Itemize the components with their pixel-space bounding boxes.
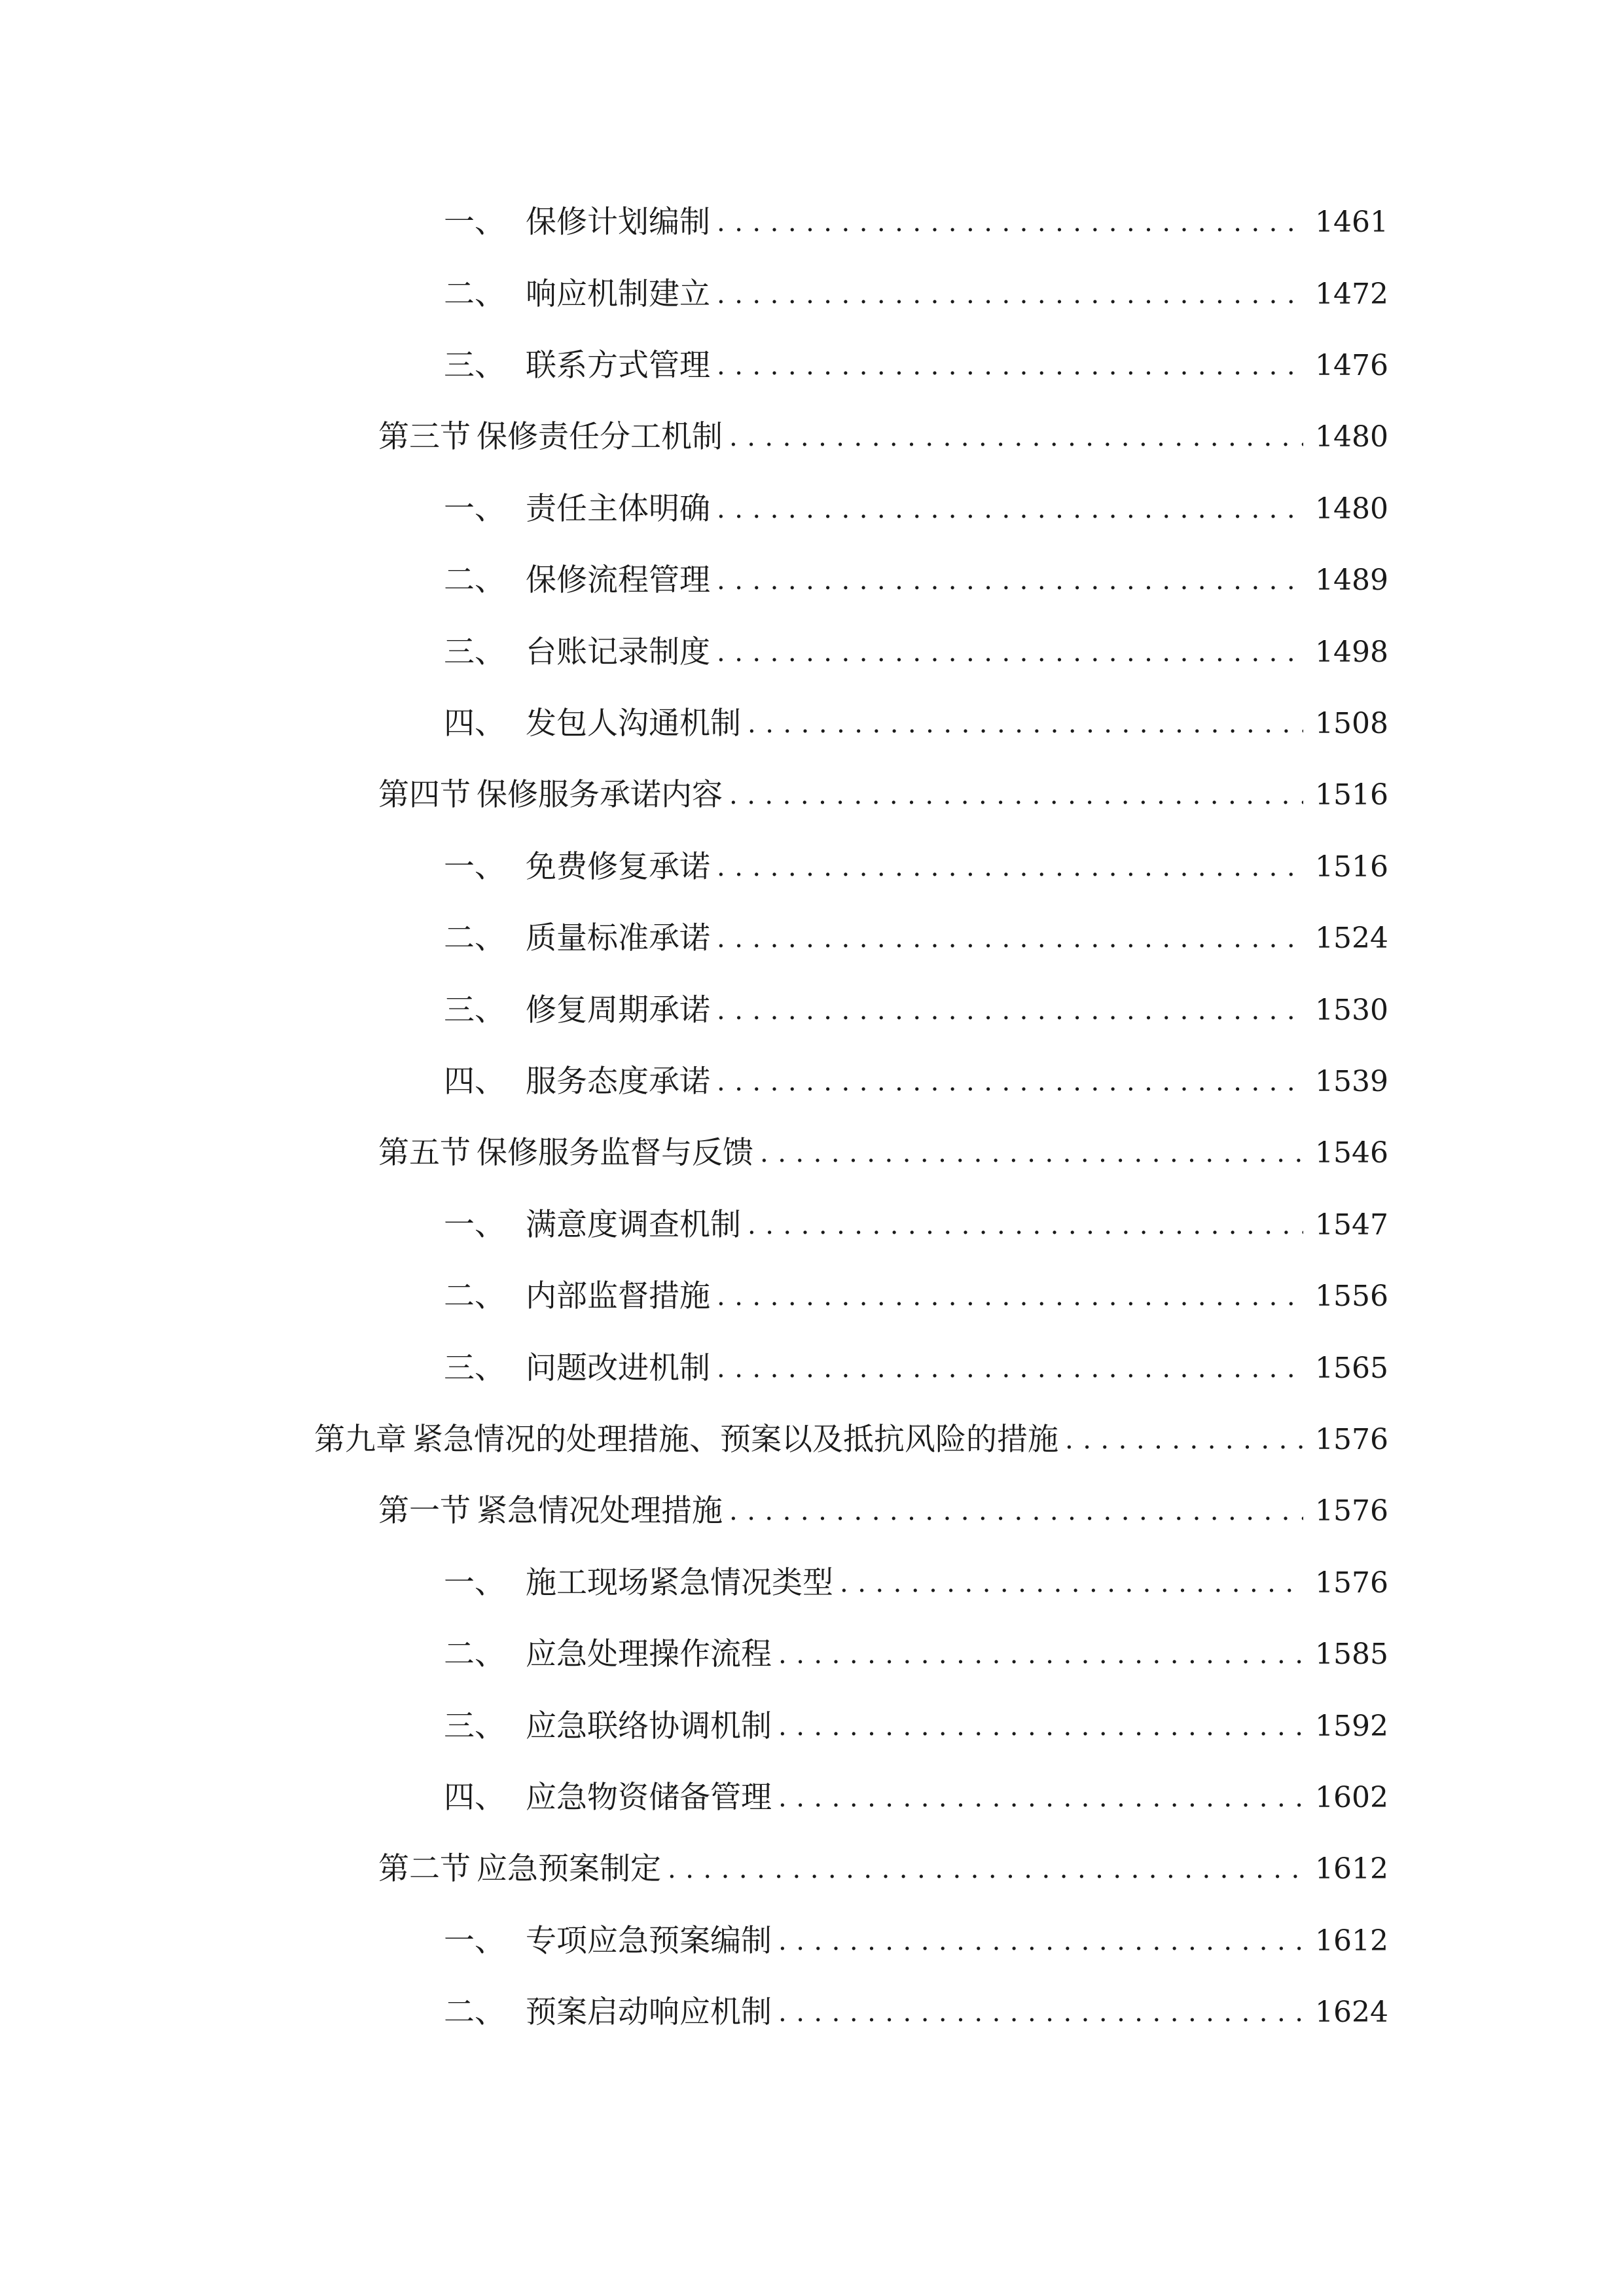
toc-entry[interactable] — [0, 190, 1624, 242]
toc-label — [378, 776, 723, 815]
toc-label — [378, 1134, 753, 1173]
toc-entry[interactable] — [0, 978, 1624, 1030]
toc-entry-number: 三、 — [444, 634, 505, 670]
toc-page-number: 1556 — [1315, 1280, 1388, 1313]
toc-entry-title: 问题改进机制 — [526, 1350, 710, 1386]
toc-label — [444, 991, 710, 1030]
toc-entry[interactable] — [0, 476, 1624, 529]
dot-leader — [717, 636, 1303, 670]
toc-entry-number: 一、 — [444, 1207, 505, 1243]
toc-label — [444, 848, 710, 887]
toc-label — [444, 1349, 710, 1388]
dot-leader — [717, 850, 1303, 884]
dot-leader — [778, 1781, 1303, 1815]
toc-entry-number: 四、 — [444, 1064, 505, 1100]
toc-chapter-number: 第九章 — [314, 1422, 406, 1458]
dot-leader — [760, 1136, 1303, 1170]
toc-entry[interactable] — [0, 1622, 1624, 1674]
toc-entry-number: 三、 — [444, 1350, 505, 1386]
toc-entry-number: 三、 — [444, 992, 505, 1028]
toc-entry-title: 服务态度承诺 — [526, 1064, 710, 1100]
toc-entry-title: 联系方式管理 — [526, 348, 710, 384]
toc-page-number: 1539 — [1315, 1065, 1388, 1098]
toc-page-number: 1480 — [1315, 420, 1388, 454]
toc-label — [444, 490, 710, 529]
toc-entry[interactable] — [0, 1551, 1624, 1603]
toc-page-number: 1612 — [1315, 1852, 1388, 1886]
toc-entry-title: 应急联络协调机制 — [526, 1708, 772, 1744]
dot-leader — [778, 1996, 1303, 2030]
toc-entry-title: 保修服务承诺内容 — [477, 777, 723, 813]
toc-entry[interactable] — [0, 262, 1624, 314]
toc-entry-title: 专项应急预案编制 — [526, 1923, 772, 1959]
toc-entry-title: 台账记录制度 — [526, 634, 710, 670]
toc-entry[interactable] — [0, 1121, 1624, 1173]
toc-entry-title: 保修计划编制 — [526, 204, 710, 240]
toc-label — [378, 1492, 723, 1531]
toc-label — [444, 1922, 772, 1961]
toc-entry[interactable] — [0, 762, 1624, 815]
toc-section-number: 第一节 — [378, 1493, 471, 1529]
toc-page-number: 1602 — [1315, 1781, 1388, 1814]
toc-entry-title: 免费修复承诺 — [526, 849, 710, 885]
toc-entry-title: 施工现场紧急情况类型 — [526, 1565, 833, 1601]
toc-entry[interactable] — [0, 1193, 1624, 1245]
toc-entry[interactable] — [0, 1479, 1624, 1531]
dot-leader — [729, 420, 1303, 454]
toc-page-number: 1576 — [1315, 1566, 1388, 1600]
toc-entry[interactable] — [0, 1765, 1624, 1818]
toc-entry-title: 发包人沟通机制 — [526, 706, 741, 742]
toc-label — [444, 1277, 710, 1316]
toc-entry-title: 保修服务监督与反馈 — [477, 1135, 753, 1171]
toc-entry-number: 二、 — [444, 1636, 505, 1672]
toc-label — [314, 1420, 1058, 1460]
toc-entry-number: 二、 — [444, 276, 505, 312]
toc-page-number: 1480 — [1315, 492, 1388, 526]
toc-entry[interactable] — [0, 333, 1624, 386]
toc-label — [444, 1707, 772, 1746]
toc-entry-number: 三、 — [444, 1708, 505, 1744]
toc-page-number: 1546 — [1315, 1136, 1388, 1170]
dot-leader — [729, 778, 1303, 812]
toc-page-number: 1472 — [1315, 278, 1388, 311]
dot-leader — [717, 1065, 1303, 1099]
toc-entry[interactable] — [0, 548, 1624, 600]
toc-section-number: 第二节 — [378, 1851, 471, 1887]
toc-page-number: 1612 — [1315, 1924, 1388, 1958]
toc-label — [444, 1062, 710, 1102]
toc-page-number: 1498 — [1315, 636, 1388, 669]
toc-entry[interactable] — [0, 1980, 1624, 2032]
dot-leader — [717, 206, 1303, 240]
dot-leader — [717, 492, 1303, 526]
toc-entry-number: 四、 — [444, 1780, 505, 1816]
toc-entry[interactable] — [0, 1336, 1624, 1388]
toc-label — [378, 418, 723, 457]
dot-leader — [717, 994, 1303, 1028]
toc-section-number: 第五节 — [378, 1135, 471, 1171]
toc-entry[interactable] — [0, 620, 1624, 672]
toc-label — [444, 203, 710, 242]
toc-entry-number: 一、 — [444, 204, 505, 240]
toc-entry[interactable] — [0, 1407, 1624, 1460]
toc-entry-title: 应急预案制定 — [477, 1851, 661, 1887]
toc-label — [444, 919, 710, 958]
dot-leader — [717, 1280, 1303, 1314]
toc-section-number: 第三节 — [378, 419, 471, 455]
toc-page-number: 1476 — [1315, 349, 1388, 382]
toc-entry[interactable] — [0, 1837, 1624, 1889]
toc-entry-title: 保修流程管理 — [526, 562, 710, 598]
toc-label — [444, 1993, 772, 2032]
toc-entry-title: 质量标准承诺 — [526, 920, 710, 956]
dot-leader — [717, 349, 1303, 383]
toc-page-number: 1585 — [1315, 1638, 1388, 1671]
dot-leader — [778, 1710, 1303, 1744]
toc-entry-number: 一、 — [444, 1565, 505, 1601]
toc-entry-number: 二、 — [444, 920, 505, 956]
toc-entry[interactable] — [0, 1909, 1624, 1961]
toc-entry-title: 应急物资储备管理 — [526, 1780, 772, 1816]
dot-leader — [778, 1638, 1303, 1672]
toc-page-number: 1530 — [1315, 994, 1388, 1027]
toc-page-number: 1508 — [1315, 707, 1388, 740]
toc-label — [444, 346, 710, 386]
dot-leader — [668, 1852, 1303, 1886]
toc-page-number: 1565 — [1315, 1352, 1388, 1385]
toc-label — [444, 561, 710, 600]
toc-entry[interactable] — [0, 834, 1624, 887]
toc-entry-number: 一、 — [444, 849, 505, 885]
toc-label — [444, 704, 741, 744]
toc-entry-number: 一、 — [444, 491, 505, 527]
toc-page-number: 1576 — [1315, 1423, 1388, 1456]
toc-page-number: 1624 — [1315, 1996, 1388, 2029]
dot-leader — [717, 278, 1303, 312]
toc-page-number: 1516 — [1315, 778, 1388, 812]
toc-label — [444, 1206, 741, 1245]
toc-page-number: 1592 — [1315, 1710, 1388, 1743]
toc-page-number: 1489 — [1315, 564, 1388, 597]
toc-entry-title: 响应机制建立 — [526, 276, 710, 312]
toc-entry-title: 内部监督措施 — [526, 1278, 710, 1314]
toc-entry[interactable] — [0, 906, 1624, 958]
toc-label — [444, 1635, 772, 1674]
toc-page-number: 1516 — [1315, 850, 1388, 884]
toc-entry[interactable] — [0, 1049, 1624, 1102]
toc-entry-title: 紧急情况处理措施 — [477, 1493, 723, 1529]
toc-label — [444, 1564, 833, 1603]
toc-label — [444, 633, 710, 672]
toc-entry[interactable] — [0, 691, 1624, 744]
dot-leader — [729, 1494, 1303, 1528]
toc-entry[interactable] — [0, 1694, 1624, 1746]
toc-page-number: 1524 — [1315, 922, 1388, 955]
toc-entry-title: 预案启动响应机制 — [526, 1994, 772, 2030]
toc-entry-title: 保修责任分工机制 — [477, 419, 723, 455]
toc-entry-title: 应急处理操作流程 — [526, 1636, 772, 1672]
dot-leader — [748, 1208, 1303, 1242]
toc-entry-number: 二、 — [444, 1278, 505, 1314]
dot-leader — [717, 1352, 1303, 1386]
dot-leader — [840, 1566, 1303, 1600]
toc-entry-number: 四、 — [444, 706, 505, 742]
dot-leader — [717, 922, 1303, 956]
toc-entry[interactable] — [0, 404, 1624, 457]
toc-entry-title: 满意度调查机制 — [526, 1207, 741, 1243]
toc-page-number: 1547 — [1315, 1208, 1388, 1242]
dot-leader — [717, 564, 1303, 598]
toc-entry-number: 二、 — [444, 562, 505, 598]
toc-entry-number: 一、 — [444, 1923, 505, 1959]
toc-section-number: 第四节 — [378, 777, 471, 813]
toc-label — [444, 1778, 772, 1818]
toc-entry-title: 紧急情况的处理措施、预案以及抵抗风险的措施 — [412, 1422, 1058, 1458]
toc-entry-number: 二、 — [444, 1994, 505, 2030]
toc-label — [378, 1850, 661, 1889]
dot-leader — [778, 1924, 1303, 1958]
dot-leader — [748, 707, 1303, 741]
dot-leader — [1065, 1423, 1303, 1457]
toc-label — [444, 275, 710, 314]
toc-entry-title: 责任主体明确 — [526, 491, 710, 527]
toc-entry[interactable] — [0, 1264, 1624, 1316]
toc-entry-title: 修复周期承诺 — [526, 992, 710, 1028]
toc-page-number: 1461 — [1315, 206, 1388, 239]
toc-page-number: 1576 — [1315, 1494, 1388, 1528]
toc-entry-number: 三、 — [444, 348, 505, 384]
